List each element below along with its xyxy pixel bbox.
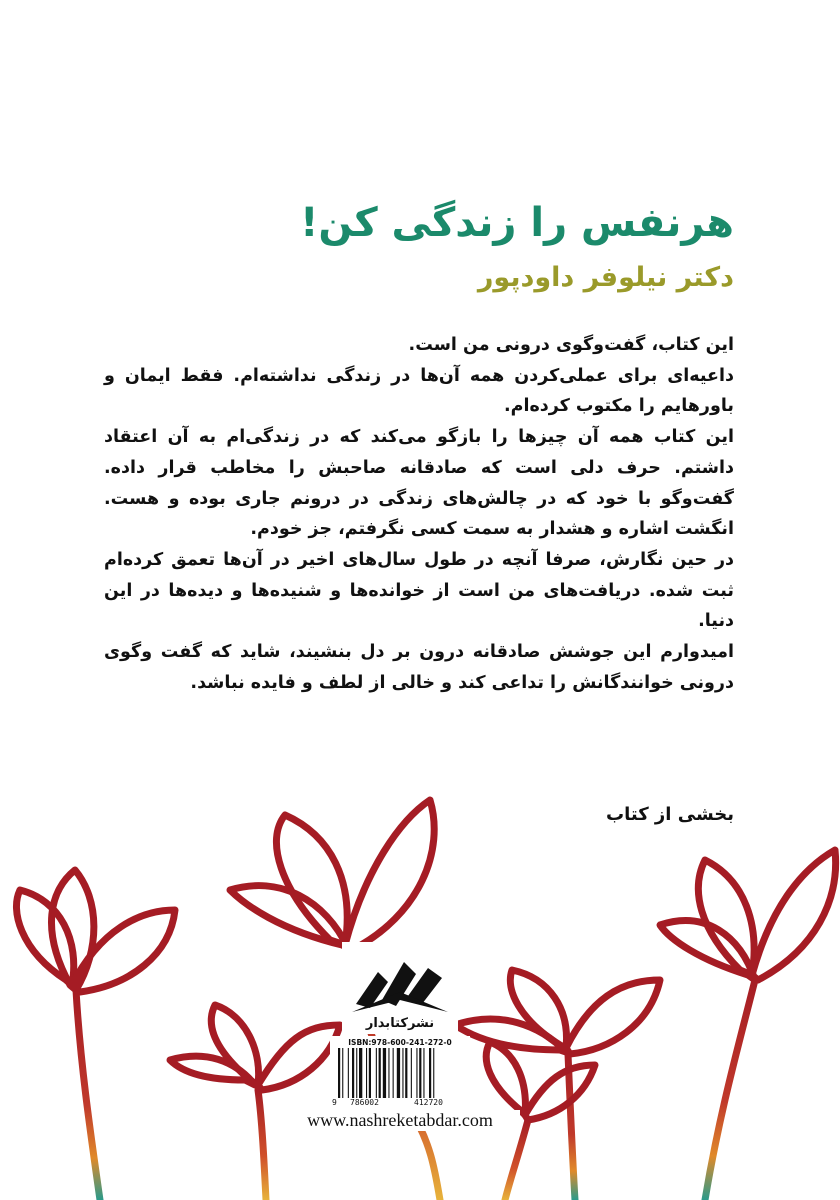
blurb-paragraph: در حین نگارش، صرفا آنچه در طول سال‌های اخیر در آن‌ها تعمق کرده‌ام ثبت شده. دریافت‌های من است از خوانده‌ها و شنیده‌ها و دیده‌ها در این دنیا.	[104, 549, 734, 632]
barcode-first-digit: 9	[332, 1098, 337, 1107]
book-title: هرنفس را زندگی کن!	[300, 200, 734, 246]
author-name: دکتر نیلوفر داودپور	[477, 262, 734, 293]
publisher-name: نشرکتابدار	[365, 1016, 435, 1031]
blurb-paragraph: داعیه‌ای برای عملی‌کردن همه آن‌ها در زندگی نداشته‌ام. فقط ایمان و باورهایم را مکتوب کرده‌ام.	[104, 365, 734, 417]
blurb-paragraph: این کتاب همه آن چیزها را بازگو می‌کند که در زندگی‌ام به آن اعتقاد داشتم. حرف دلی است که صادقانه صاحبش را مخاطب قرار داده. گفت‌وگو با خود که در چالش‌های زندگی در درونم جاری بوده و هست. انگشت اشاره و هشدار به سمت کسی نگرفتم، جز خودم.	[104, 427, 734, 540]
isbn-barcode	[330, 1036, 470, 1110]
publisher-website[interactable]: www.nashreketabdar.com	[280, 1110, 520, 1131]
blurb-paragraph: این کتاب، گفت‌وگوی درونی من است.	[408, 335, 734, 355]
blurb-text	[104, 330, 734, 698]
barcode-right-digits: 412720	[414, 1098, 443, 1107]
excerpt-note: بخشی از کتاب	[606, 804, 734, 825]
barcode-icon	[338, 1048, 462, 1098]
isbn-label: ISBN:978-600-241-272-0	[348, 1038, 452, 1047]
barcode-left-digits: 786002	[350, 1098, 379, 1107]
blurb-paragraph: امیدوارم این جوشش صادقانه درون بر دل بنشیند، شاید که گفت وگوی درونی خوانندگانش را تداعی کند و خالی از لطف و فایده نباشد.	[104, 642, 734, 693]
